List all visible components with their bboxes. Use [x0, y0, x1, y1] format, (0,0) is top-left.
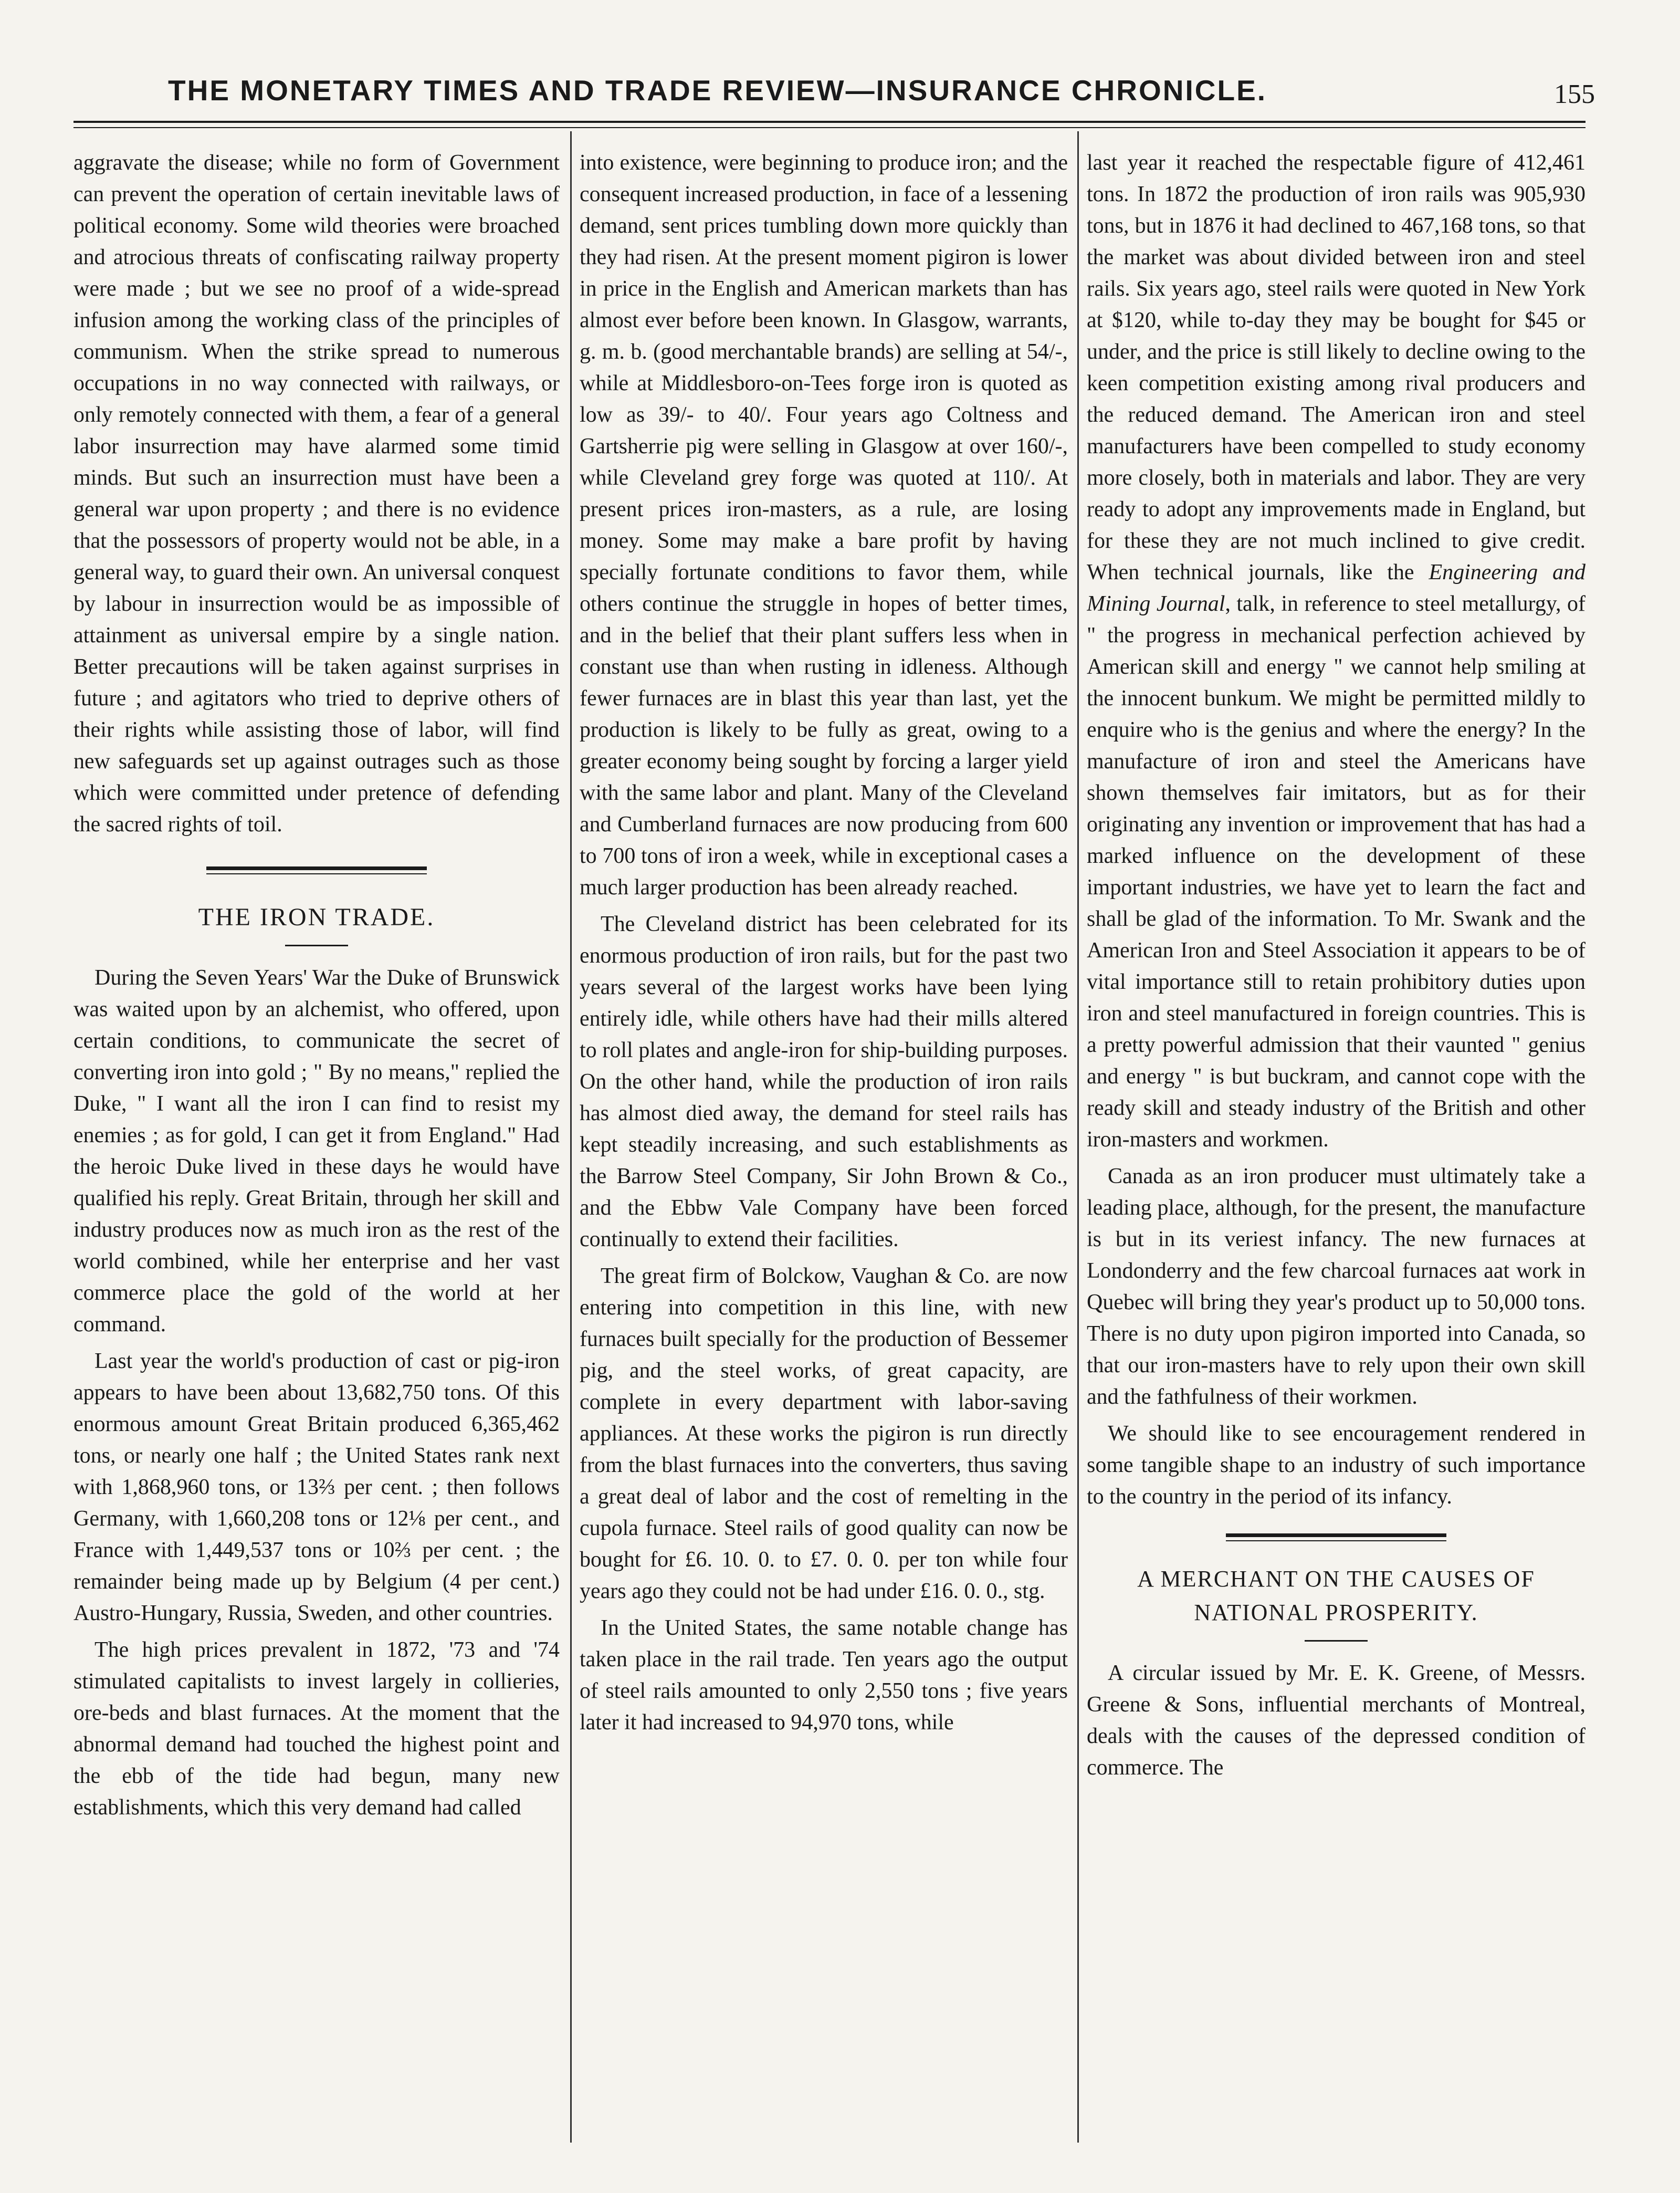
title-underline	[285, 945, 348, 946]
column-3	[1087, 147, 1586, 2143]
section-title-merchant: A MERCHANT ON THE CAUSES OF NATIONAL PROSPERITY.	[1137, 1566, 1535, 1625]
article-paragraph: Canada as an iron producer must ultimately take a leading place, although, for the present, the manufacture is but in its veriest infancy. The new furnaces at Londonderry and the few charcoal furnaces aat work in Quebec will bring they year's product up to 50,000 tons. There is no duty upon pigiron imported into Canada, so that our iron-masters have to rely upon their own skill and the fathfulness of their workmen.	[1087, 1164, 1586, 1409]
article-paragraph: The Cleveland district has been celebrated for its enormous production of iron rails, but for the past two years several of the largest works have been lying entirely idle, while others have had their mills altered to roll plates and angle-iron for ship-building purposes. On the other hand, while the production of iron rails has almost died away, the demand for steel rails has kept steadily increasing, and such establishments as the Barrow Steel Company, Sir John Brown & Co., and the Ebbw Vale Company have been forced continually to extend their facilities.	[580, 912, 1068, 1251]
article-paragraph: Last year the world's production of cast or pig-iron appears to have been about 13,682,750 tons. Of this enormous amount Great Britain produced 6,365,462 tons, or nearly one half ; the United States rank next with 1,868,960 tons, or 13⅔ per cent. ; then follows Germany, with 1,660,208 tons or 12⅛ per cent., and France with 1,449,537 tons or 10⅔ per cent. ; the remainder being made up by Belgium (4 per cent.) Austro-Hungary, Russia, Sweden, and other countries.	[74, 1349, 560, 1625]
page-header	[0, 0, 1680, 131]
header-rule	[74, 121, 1586, 128]
article-paragraph: The high prices prevalent in 1872, '73 and '74 stimulated capitalists to invest largely in collieries, ore-beds and blast furnaces. At the moment that the abnormal demand had touched the highest point and the ebb of the tide had begun, many new establishments, which this very demand had called	[74, 1638, 560, 1820]
article-paragraph	[1087, 147, 1586, 1155]
column-divider-2	[1077, 131, 1079, 2143]
article-paragraph: into existence, were beginning to produce iron; and the consequent increased production, in face of a lessening demand, sent prices tumbling down more quickly than they had risen. At the present moment pigiron is lower in price in the English and American markets than has almost ever before been known. In Glasgow, warrants, g. m. b. (good merchantable brands) are selling at 54/-, while at Middlesboro-on-Tees forge iron is quoted as low as 39/- to 40/. Four years ago Coltness and Gartsherrie pig were selling in Glasgow at over 160/-, while Cleveland grey forge was quoted at 110/. At present prices iron-masters, as a rule, are losing money. Some may make a bare profit by having specially fortunate conditions to favor them, while others continue the struggle in hopes of better times, and in the belief that their plant suffers less when in constant use than when rusting in idleness. Although fewer furnaces are in blast this year than last, yet the production is likely to be fully as great, owing to a greater economy being sought by forcing a larger yield with the same labor and plant. Many of the Cleveland and Cumberland furnaces are now producing from 600 to 700 tons of iron a week, while in exceptional cases a much larger production has been already reached.	[580, 151, 1068, 900]
section-separator	[1226, 1533, 1446, 1541]
article-paragraph: The great firm of Bolckow, Vaughan & Co. are now entering into competition in this line, with new furnaces built specially for the production of Bessemer pig, and the steel works, of great capacity, are complete in every department with labor-saving appliances. At these works the pigiron is run directly from the blast furnaces into the converters, thus saving a great deal of labor and the cost of remelting in the cupola furnace. Steel rails of good quality can now be bought for £6. 10. 0. to £7. 0. 0. per ton while four years ago they could not be had under £16. 0. 0., stg.	[580, 1264, 1068, 1603]
article-paragraph: A circular issued by Mr. E. K. Greene, of Messrs. Greene & Sons, influential merchants of Montreal, deals with the causes of the depressed condition of commerce. The	[1087, 1661, 1586, 1780]
running-title: THE MONETARY TIMES AND TRADE REVIEW—INSURANCE CHRONICLE.	[168, 74, 1267, 107]
article-paragraph: aggravate the disease; while no form of Government can prevent the operation of certain inevitable laws of political economy. Some wild theories were broached and atrocious threats of confiscating railway property were made ; but we see no proof of a wide-spread infusion among the working class of the principles of communism. When the strike spread to numerous occupations in no way connected with railways, or only remotely connected with them, a fear of a general labor insurrection may have alarmed some timid minds. But such an insurrection must have been a general war upon property ; and there is no evidence that the possessors of property would not be able, in a general way, to guard their own. An universal conquest by labour in insurrection would be as impossible of attainment as universal empire by a single nation. Better precautions will be taken against surprises in future ; and agitators who tried to deprive others of their rights while assisting those of labor, will find new safeguards set up against outrages such as those which were committed under pretence of defending the sacred rights of toil.	[74, 151, 560, 837]
section-title-iron-trade: THE IRON TRADE.	[198, 903, 435, 931]
journal-title: Engineering and Mining Journal	[1087, 560, 1586, 616]
paragraph-text: last year it reached the respectable figure of 412,461 tons. In 1872 the production of iron rails was 905,930 tons, but in 1876 it had declined to 467,168 tons, so that the market was about divided between iron and steel rails. Six years ago, steel rails were quoted in New York at $120, while to-day they may be bought for $45 or under, and the price is still likely to decline owing to the keen competition existing among rival producers and the reduced demand. The American iron and steel manufacturers have been compelled to study economy more closely, both in materials and labor. They are very ready to adopt any improvements made in England, but for these they are not much inclined to give credit. When technical journals, like the	[1087, 151, 1586, 584]
article-paragraph: We should like to see encouragement rendered in some tangible shape to an industry of such importance to the country in the period of its infancy.	[1087, 1422, 1586, 1509]
article-paragraph: During the Seven Years' War the Duke of Brunswick was waited upon by an alchemist, who offered, upon certain conditions, to communicate the secret of converting iron into gold ; " By no means," replied the Duke, " I want all the iron I can find to resist my enemies ; as for gold, I can get it from England." Had the heroic Duke lived in these days he would have qualified his reply. Great Britain, through her skill and industry produces now as much iron as the rest of the world combined, while her enterprise and her vast commerce place the gold of the world at her command.	[74, 966, 560, 1336]
section-separator	[206, 866, 427, 874]
title-underline	[1305, 1640, 1368, 1642]
paragraph-text: , talk, in reference to steel metallurgy, of " the progress in mechanical perfection achieved by American skill and energy " we cannot help smiling at the innocent bunkum. We might be permitted mildly to enquire who is the genius and where the energy? In the manufacture of iron and steel the Americans have shown themselves fair imitators, but as for their originating any invention or improvement that has had a marked influence on the development of these important industries, we have yet to learn the fact and shall be glad of the information. To Mr. Swank and the American Iron and Steel Association it appears to be of vital importance still to retain prohibitory duties upon iron and steel manufactured in foreign countries. This is a pretty powerful admission that their vaunted " genius and energy " is but buckram, and cannot cope with the ready skill and steady industry of the British and other iron-masters and workmen.	[1087, 592, 1586, 1152]
page-number: 155	[1554, 79, 1595, 109]
column-2	[580, 147, 1068, 2143]
article-paragraph: In the United States, the same notable change has taken place in the rail trade. Ten years ago the output of steel rails amounted to only 2,550 tons ; five years later it had increased to 94,970 tons, while	[580, 1616, 1068, 1735]
column-1	[74, 147, 560, 2143]
column-divider-1	[570, 131, 572, 2143]
